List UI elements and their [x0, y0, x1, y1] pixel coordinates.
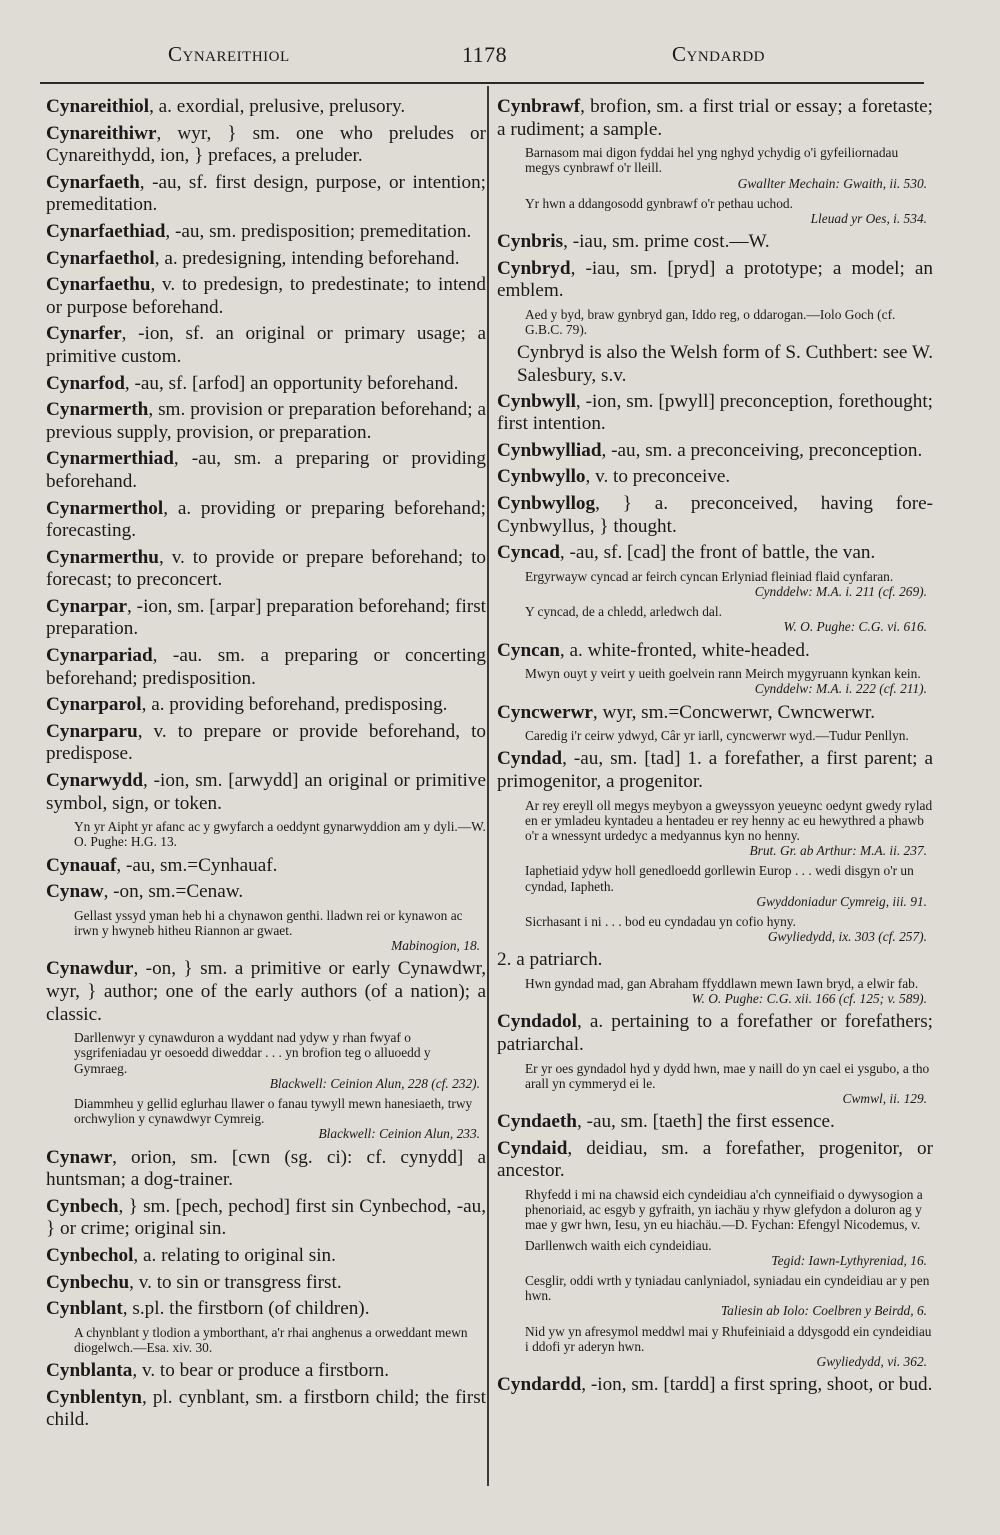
dictionary-entry: Cynbris, -iau, sm. prime cost.—W.	[497, 231, 770, 253]
quote-text: Darllenwyr y cynawduron a wyddant nad ydyw y rhan fwyaf o ysgrifeniadau yr oesoedd diweddar . . . yn brofion teg o alluoedd y Gymraeg.	[74, 1030, 431, 1076]
dictionary-entry: Cynarmerthiad, -au, sm. a preparing or providing beforehand.	[46, 448, 486, 492]
headword: Cynbrawf	[497, 96, 581, 117]
headword: Cynarmerthiad	[46, 448, 174, 470]
dictionary-entry: Cynbwyllo, v. to preconceive.	[497, 466, 731, 488]
dictionary-entry: Cynawr, orion, sm. [cwn (sg. ci): cf. cynydd] a huntsman; a dog-trainer.	[46, 1146, 486, 1191]
dictionary-entry: Cynarfaethu, v. to predesign, to predestinate; to intend or purpose beforehand.	[46, 274, 486, 318]
headword: Cynbwyllog	[497, 492, 596, 514]
headword: Cynbechol	[46, 1245, 134, 1266]
quote-text: Nid yw yn afresymol meddwl mai y Rhufeiniaid a ddysgodd ein cyndeidiau i ddofi yr aderyn hwn.	[525, 1323, 932, 1354]
headword: Cynawdur	[46, 958, 134, 980]
dictionary-entry: Cynarmerthu, v. to provide or prepare beforehand; to forecast; to preconcert.	[46, 546, 486, 591]
dictionary-entry: Cynarwydd, -ion, sm. [arwydd] an original or primitive symbol, sign, or token.	[46, 770, 486, 814]
quote-text: Gellast yssyd yman heb hi a chynawon genthi. lladwn rei or kynawon ac irwn y hwyneb hitheu Riannon ar gwaet.	[74, 907, 463, 939]
note-paragraph: Cynbryd is also the Welsh form of S. Cuthbert: see W. Salesbury, s.v.	[517, 342, 933, 386]
quote-text: Iaphetiaid ydyw holl genedloedd gorllewin Europ . . . wedi disgyn o'r un cyndad, Iapheth.	[525, 863, 914, 894]
citation-quote	[46, 1096, 486, 1142]
headword: Cynarparu	[46, 720, 138, 742]
citation-quote	[497, 604, 933, 634]
headword: Cynbwyllo	[497, 466, 586, 488]
running-head-left: Cynareithiol	[168, 42, 290, 66]
headword: Cynarmerthu	[46, 546, 159, 568]
citation-quote	[46, 1030, 486, 1091]
quote-text: Yr hwn a ddangosodd gynbrawf o'r pethau uchod.	[525, 195, 793, 211]
quote-source: Gwyliedydd, vi. 362.	[816, 1353, 927, 1369]
citation-quote	[497, 196, 933, 226]
quote-text: Yn yr Aipht yr afanc ac y gwyfarch a oeddynt gynarwyddion am y dyli.—W. O. Pughe: H.G. 13.	[74, 819, 486, 850]
quote-text: Darllenwch waith eich cyndeidiau.	[525, 1237, 712, 1253]
dictionary-entry: Cynbech, } sm. [pech, pechod] first sin Cynbechod, -au, } or crime; original sin.	[46, 1195, 486, 1240]
citation-quote	[46, 1325, 486, 1355]
citation-quote	[497, 798, 933, 859]
quote-source: Blackwell: Ceinion Alun, 233.	[318, 1126, 480, 1142]
dictionary-entry: Cynbwyll, -ion, sm. [pwyll] preconception, forethought; first intention.	[497, 390, 933, 435]
quote-source: Gwallter Mechain: Gwaith, ii. 530.	[737, 175, 927, 191]
headword: Cynarpar	[46, 595, 128, 617]
dictionary-entry: Cynarfaethiad, -au, sm. predisposition; premeditation.	[46, 220, 472, 242]
dictionary-entry: Cynblentyn, pl. cynblant, sm. a firstborn child; the first child.	[46, 1386, 486, 1431]
dictionary-entry: Cynbechu, v. to sin or transgress first.	[46, 1271, 342, 1293]
citation-quote	[497, 1187, 933, 1233]
dictionary-entry: Cyncan, a. white-fronted, white-headed.	[497, 639, 810, 661]
quote-text: Hwn gyndad mad, gan Abraham ffyddlawn mewn Iawn bryd, a elwir fab.	[525, 975, 919, 991]
headword: Cynbwylliad	[497, 439, 602, 461]
quote-text: Aed y byd, braw gynbryd gan, Iddo reg, o ddarogan.—Iolo Goch (cf. G.B.C. 79).	[525, 306, 896, 338]
quote-text: Cesglir, oddi wrth y tyniadau canlyniadol, syniadau ein cyndeidiau ar y pen hwn.	[525, 1272, 930, 1304]
headword: Cynarpariad	[46, 645, 153, 667]
headword: Cynbryd	[497, 257, 571, 279]
dictionary-entry: Cynauaf, -au, sm.=Cynhauaf.	[46, 854, 278, 876]
dictionary-entry: Cynarparu, v. to prepare or provide beforehand, to predispose.	[46, 720, 486, 765]
dictionary-entry: Cynarfod, -au, sf. [arfod] an opportunity beforehand.	[46, 372, 459, 394]
citation-quote	[46, 819, 486, 849]
dictionary-entry: Cynawdur, -on, } sm. a primitive or early Cynawdwr, wyr, } author; one of the early authors (of a nation); a classic.	[46, 958, 486, 1025]
citation-quote	[497, 569, 933, 599]
headword: Cynblanta	[46, 1360, 133, 1382]
dictionary-entry: Cynarfaeth, -au, sf. first design, purpose, or intention; premeditation.	[46, 171, 486, 216]
headword: Cynarfaethol	[46, 247, 155, 269]
dictionary-entry: Cynblanta, v. to bear or produce a firstborn.	[46, 1360, 390, 1382]
quote-source: Taliesin ab Iolo: Coelbren y Beirdd, 6.	[720, 1303, 927, 1319]
dictionary-entry: Cyndaeth, -au, sm. [taeth] the first essence.	[497, 1111, 835, 1133]
page-number: 1178	[462, 42, 508, 67]
headword: Cyndardd	[497, 1374, 582, 1396]
quote-text: Barnasom mai digon fyddai hel yng nghyd ychydig o'i gyfeiliornadau megys cynbrawf o'r lleill.	[525, 145, 899, 176]
quote-source: W. O. Pughe: C.G. xii. 166 (cf. 125; v. 589).	[691, 991, 927, 1007]
right-column	[497, 96, 933, 1401]
citation-quote	[46, 908, 486, 954]
headword: Cynbech	[46, 1195, 119, 1217]
headword: Cyndaid	[497, 1137, 568, 1159]
quote-source: Cwmwl, ii. 129.	[842, 1090, 927, 1106]
dictionary-entry: Cynbrawf, brofion, sm. a first trial or essay; a foretaste; a rudiment; a sample.	[497, 96, 933, 140]
dictionary-entry: Cyndad, -au, sm. [tad] 1. a forefather, a first parent; a primogenitor, a progenitor.	[497, 748, 933, 792]
column-divider	[487, 86, 489, 1486]
citation-quote	[497, 1273, 933, 1319]
citation-quote	[497, 863, 933, 909]
headword: Cyncan	[497, 639, 560, 661]
headword: Cynarfaeth	[46, 171, 140, 193]
headword: Cynarparol	[46, 694, 142, 716]
quote-text: Sicrhasant i ni . . . bod eu cyndadau yn cofio hyny.	[525, 913, 796, 929]
dictionary-entry: Cyndaid, deidiau, sm. a forefather, progenitor, or ancestor.	[497, 1137, 933, 1182]
quote-source: Cynddelw: M.A. i. 222 (cf. 211).	[754, 681, 927, 697]
dictionary-entry: 2. a patriarch.	[497, 949, 603, 971]
quote-source: Brut. Gr. ab Arthur: M.A. ii. 237.	[749, 843, 927, 859]
dictionary-entry: Cyncad, -au, sf. [cad] the front of battle, the van.	[497, 542, 876, 564]
citation-quote	[497, 307, 933, 337]
citation-quote	[497, 1324, 933, 1370]
quote-text: Diammheu y gellid eglurhau llawer o fanau tywyll mewn hanesiaeth, trwy orchwylion y cynawdwyr Cymreig.	[74, 1096, 473, 1127]
headword: Cyncwerwr	[497, 701, 593, 723]
quote-text: Caredig i'r ceirw ydwyd, Câr yr iarll, cyncwerwr wyd.—Tudur Penllyn.	[525, 728, 909, 744]
headword: Cyncad	[497, 542, 560, 564]
headword: Cyndaeth	[497, 1111, 577, 1133]
headword: Cynarfod	[46, 372, 125, 394]
dictionary-entry: Cynarmerthol, a. providing or preparing beforehand; forecasting.	[46, 497, 486, 542]
dictionary-entry: Cynarparol, a. providing beforehand, predisposing.	[46, 694, 448, 716]
quote-text: Er yr oes gyndadol hyd y dydd hwn, mae y naill do yn cael ei ysgubo, a tho arall yn cymmeryd ei le.	[525, 1060, 930, 1091]
quote-source: W. O. Pughe: C.G. vi. 616.	[783, 619, 927, 635]
dictionary-entry: Cynbechol, a. relating to original sin.	[46, 1245, 336, 1266]
dictionary-entry: Cyndadol, a. pertaining to a forefather or forefathers; patriarchal.	[497, 1011, 933, 1055]
quote-source: Gwyliedydd, ix. 303 (cf. 257).	[767, 929, 927, 945]
headword: Cynareithiol	[46, 96, 150, 117]
dictionary-entry: Cynareithiol, a. exordial, prelusive, prelusory.	[46, 96, 406, 117]
citation-quote	[497, 145, 933, 191]
left-column	[46, 96, 486, 1436]
dictionary-entry: Cynbwylliad, -au, sm. a preconceiving, preconception.	[497, 439, 923, 461]
quote-text: Ar rey ereyll oll megys meybyon a gweyssyon yeueync oedynt gwedy rylad en er ymladeu kyntadeu a hentadeu er rey henny ac eu hewythred a phawb o'r a wnessynt urdedyc a medyannus kyn no henny.	[525, 797, 933, 843]
quote-text: Rhyfedd i mi na chawsid eich cyndeidiau a'ch cynneifiaid o dywysogion a phenoriaid, ac esgyb y gyfraith, yn iachäu y rhyw glefydon a doluron ag y mae y gwr hwn, Iesu, yn eu hiachäu.—D. Fychan: Efengyl Nicodemus, v.	[525, 1186, 923, 1233]
dictionary-entry: Cyncwerwr, wyr, sm.=Concwerwr, Cwncwerwr.	[497, 701, 876, 723]
dictionary-entry: Cynaw, -on, sm.=Cenaw.	[46, 881, 244, 903]
running-head-right: Cyndardd	[672, 42, 766, 66]
headword: Cynblentyn	[46, 1386, 142, 1408]
headword: Cynarfaethiad	[46, 220, 166, 242]
headword: Cynareithiwr	[46, 122, 157, 144]
headword: Cynawr	[46, 1146, 113, 1168]
dictionary-entry: Cynbryd, -iau, sm. [pryd] a prototype; a model; an emblem.	[497, 257, 933, 302]
citation-quote	[497, 976, 933, 1006]
headword: Cynblant	[46, 1298, 123, 1320]
quote-source: Lleuad yr Oes, i. 534.	[810, 211, 927, 226]
dictionary-entry: Cynarmerth, sm. provision or preparation beforehand; a previous supply, provision, or preparation.	[46, 399, 486, 443]
citation-quote	[497, 1238, 933, 1268]
citation-quote	[497, 666, 933, 696]
headword: Cynarfaethu	[46, 274, 151, 296]
dictionary-entry: Cynblant, s.pl. the firstborn (of children).	[46, 1298, 370, 1320]
quote-text: Y cyncad, de a chledd, arledwch dal.	[525, 604, 722, 620]
dictionary-entry: Cynarfer, -ion, sf. an original or primary usage; a primitive custom.	[46, 323, 486, 367]
quote-text: Ergyrwayw cyncad ar feirch cyncan Erlyniad fleiniad flaid cynfaran.	[525, 568, 894, 584]
quote-text: A chynblant y tlodion a ymborthant, a'r rhai anghenus a orweddant mewn diogelwch.—Esa. xiv. 30.	[74, 1324, 468, 1355]
quote-source: Cynddelw: M.A. i. 211 (cf. 269).	[754, 583, 927, 599]
quote-source: Tegid: Iawn-Lythyreniad, 16.	[771, 1252, 927, 1268]
quote-text: Mwyn ouyt y veirt y ueith goelvein rann Meirch mygyruann kynkan kein.	[525, 666, 921, 682]
headword: Cynarwydd	[46, 770, 144, 792]
headword: Cynauaf	[46, 854, 117, 876]
headword: Cynarmerth	[46, 399, 149, 421]
citation-quote	[497, 1061, 933, 1107]
headword: Cynaw	[46, 881, 104, 903]
headword: Cynbwyll	[497, 390, 576, 412]
quote-source: Gwyddoniadur Cymreig, iii. 91.	[756, 893, 927, 909]
citation-quote	[497, 728, 933, 743]
dictionary-entry: Cynarfaethol, a. predesigning, intending beforehand.	[46, 247, 460, 269]
header-rule	[40, 82, 924, 84]
headword: Cynbechu	[46, 1271, 130, 1293]
dictionary-entry: Cynbwyllog, } a. preconceived, having fore- Cynbwyllus, } thought.	[497, 492, 933, 537]
headword: Cynbris	[497, 231, 564, 253]
dictionary-entry: Cynareithiwr, wyr, } sm. one who preludes or Cynareithydd, ion, } prefaces, a preluder.	[46, 122, 486, 167]
headword: Cynarmerthol	[46, 497, 164, 519]
quote-source: Mabinogion, 18.	[391, 938, 480, 954]
headword: Cynarfer	[46, 323, 122, 345]
quote-source: Blackwell: Ceinion Alun, 228 (cf. 232).	[269, 1075, 480, 1091]
headword: Cyndadol	[497, 1011, 577, 1033]
headword: Cyndad	[497, 748, 563, 770]
dictionary-entry: Cyndardd, -ion, sm. [tardd] a first spring, shoot, or bud.	[497, 1374, 933, 1396]
dictionary-entry: Cynarpar, -ion, sm. [arpar] preparation beforehand; first preparation.	[46, 595, 486, 640]
citation-quote	[497, 914, 933, 944]
dictionary-entry: Cynarpariad, -au. sm. a preparing or concerting beforehand; predisposition.	[46, 645, 486, 689]
